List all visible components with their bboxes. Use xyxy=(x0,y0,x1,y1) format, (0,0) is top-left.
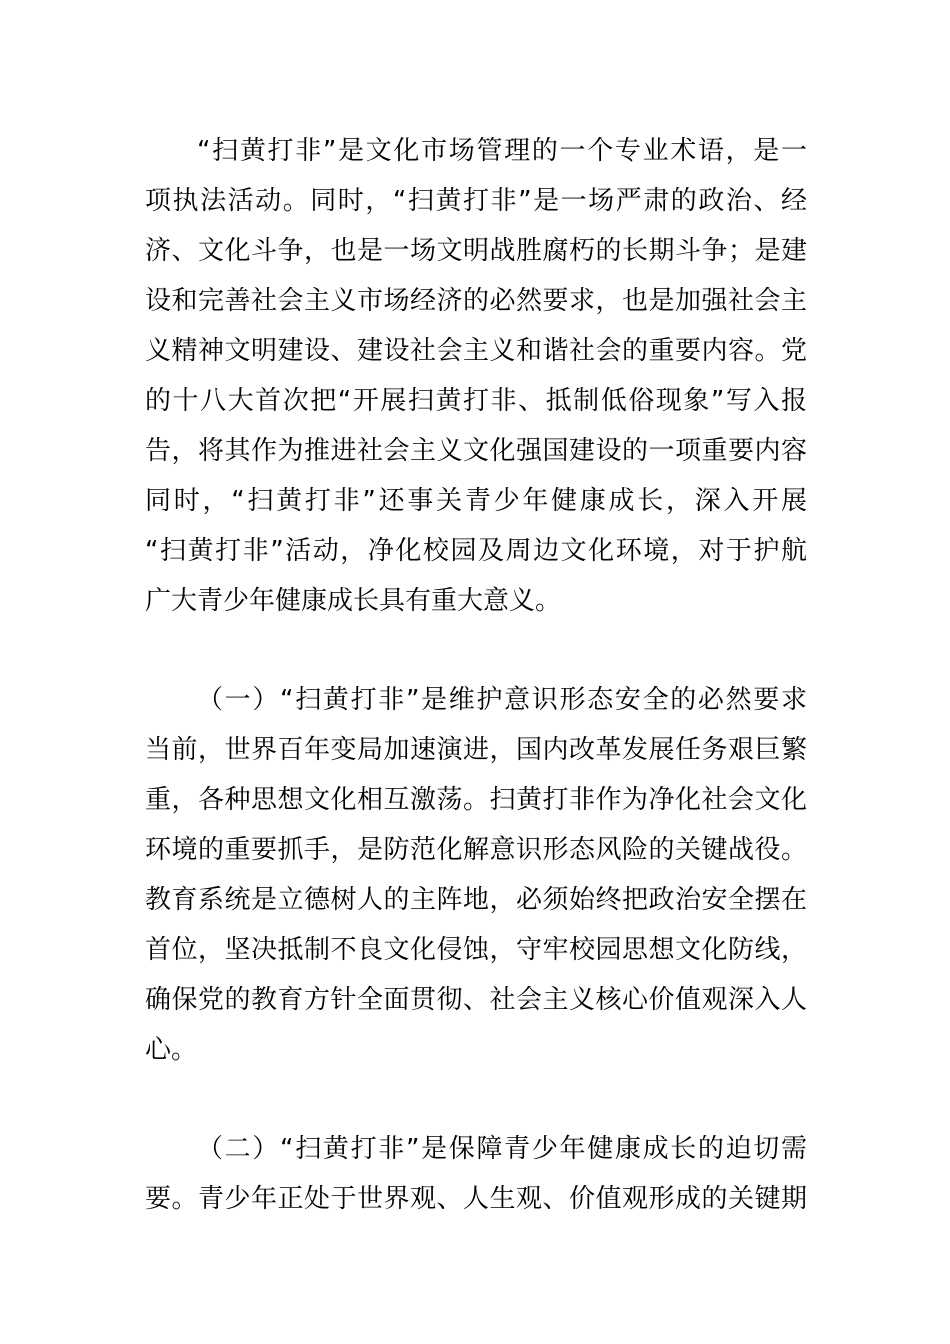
paragraph-1-line-1: “扫黄打非”是文化市场管理的一个专业术语，是一 xyxy=(197,136,807,166)
paragraph-2-line-1: （一）“扫黄打非”是维护意识形态安全的必然要求 xyxy=(197,685,807,715)
paragraph-2-line-8: 心。 xyxy=(145,1035,198,1065)
paragraph-1-line-8: 同时，“扫黄打非”还事关青少年健康成长，深入开展 xyxy=(145,486,807,516)
paragraph-2-line-3: 重，各种思想文化相互激荡。扫黄打非作为净化社会文化 xyxy=(145,785,807,815)
paragraph-1-line-4: 设和完善社会主义市场经济的必然要求，也是加强社会主 xyxy=(145,286,807,316)
paragraph-1-line-9: “扫黄打非”活动，净化校园及周边文化环境，对于护航 xyxy=(145,536,807,566)
paragraph-1-line-2: 项执法活动。同时，“扫黄打非”是一场严肃的政治、经 xyxy=(145,186,807,216)
paragraph-1-line-5: 义精神文明建设、建设社会主义和谐社会的重要内容。党 xyxy=(145,336,807,366)
paragraph-3-line-2: 要。青少年正处于世界观、人生观、价值观形成的关键期 xyxy=(145,1184,807,1214)
paragraph-2-line-4: 环境的重要抓手，是防范化解意识形态风险的关键战役。 xyxy=(145,835,807,865)
paragraph-1-line-10: 广大青少年健康成长具有重大意义。 xyxy=(145,586,562,616)
paragraph-2-line-7: 确保党的教育方针全面贯彻、社会主义核心价值观深入人 xyxy=(145,985,807,1015)
paragraph-1-line-7: 告，将其作为推进社会主义文化强国建设的一项重要内容 xyxy=(145,436,807,466)
paragraph-2-line-5: 教育系统是立德树人的主阵地，必须始终把政治安全摆在 xyxy=(145,885,807,915)
paragraph-3-line-1: （二）“扫黄打非”是保障青少年健康成长的迫切需 xyxy=(197,1134,807,1164)
paragraph-1-line-6: 的十八大首次把“开展扫黄打非、抵制低俗现象”写入报 xyxy=(145,386,807,416)
paragraph-2-line-2: 当前，世界百年变局加速演进，国内改革发展任务艰巨繁 xyxy=(145,735,807,765)
paragraph-2-line-6: 首位，坚决抵制不良文化侵蚀，守牢校园思想文化防线， xyxy=(145,935,807,965)
paragraph-1-line-3: 济、文化斗争，也是一场文明战胜腐朽的长期斗争；是建 xyxy=(145,236,807,266)
